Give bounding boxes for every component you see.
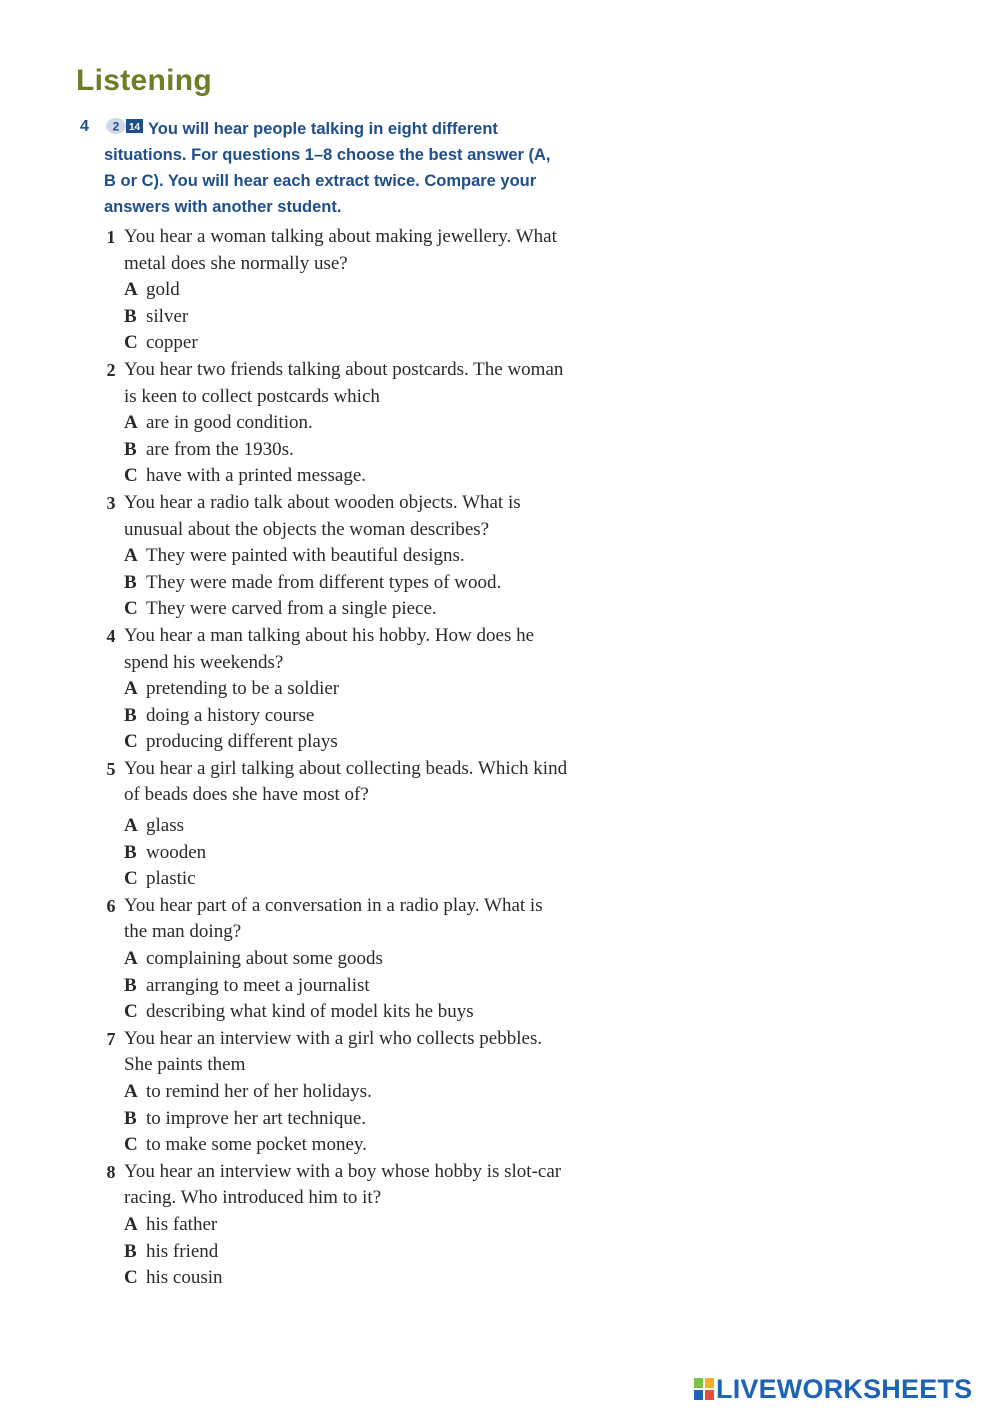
brand-text: LIVEWORKSHEETS bbox=[716, 1373, 973, 1404]
option-b: B are from the 1930s. bbox=[124, 438, 294, 460]
question-number: 4 bbox=[106, 625, 116, 646]
question-5 bbox=[100, 756, 570, 893]
question-number: 3 bbox=[106, 492, 116, 513]
option-c: C to make some pocket money. bbox=[124, 1134, 367, 1156]
option-list bbox=[124, 543, 570, 623]
question-number: 5 bbox=[106, 758, 116, 779]
question-6 bbox=[100, 893, 570, 1026]
svg-text:14: 14 bbox=[128, 122, 141, 133]
task-instructions: You will hear people talking in eight different situations. For questions 1–8 choose the best answer (A, B or C). You will hear each extract twice. Compare your answers with another student. bbox=[104, 120, 551, 216]
option-b: B to improve her art technique. bbox=[124, 1107, 367, 1129]
option-list bbox=[124, 676, 570, 756]
option-b: B arranging to meet a journalist bbox=[124, 974, 370, 996]
question-4 bbox=[100, 623, 570, 756]
option-a: A gold bbox=[124, 279, 180, 301]
option-a: A They were painted with beautiful designs. bbox=[124, 545, 465, 567]
option-list bbox=[124, 813, 570, 893]
question-text: You hear a radio talk about wooden objects. What is unusual about the objects the woman describes? bbox=[124, 491, 521, 540]
question-8 bbox=[100, 1159, 570, 1292]
question-text: You hear a man talking about his hobby. How does he spend his weekends? bbox=[124, 624, 535, 673]
task-number: 4 bbox=[80, 118, 89, 135]
option-list bbox=[124, 1212, 570, 1292]
liveworksheets-logo[interactable] bbox=[694, 1372, 972, 1406]
option-a: A are in good condition. bbox=[124, 412, 313, 434]
svg-text:2: 2 bbox=[112, 119, 120, 134]
option-a: A glass bbox=[124, 815, 184, 837]
option-c: C plastic bbox=[124, 868, 196, 890]
option-a: A pretending to be a soldier bbox=[124, 678, 340, 700]
option-c: C They were carved from a single piece. bbox=[124, 598, 437, 620]
option-list bbox=[124, 410, 570, 490]
option-b: B doing a history course bbox=[124, 704, 315, 726]
option-a: A complaining about some goods bbox=[124, 948, 383, 970]
option-b: B They were made from different types of wood. bbox=[124, 571, 502, 593]
option-c: C copper bbox=[124, 332, 198, 354]
question-text: You hear a girl talking about collecting beads. Which kind of beads does she have most of? bbox=[124, 757, 568, 806]
question-text: You hear an interview with a girl who collects pebbles. She paints them bbox=[124, 1027, 543, 1076]
liveworksheets-logo-icon bbox=[694, 1378, 714, 1400]
option-c: C his cousin bbox=[124, 1267, 223, 1289]
question-list bbox=[100, 224, 570, 1292]
option-a: A to remind her of her holidays. bbox=[124, 1081, 372, 1102]
option-b: B his friend bbox=[124, 1240, 219, 1262]
question-number: 1 bbox=[106, 227, 116, 247]
question-text: You hear part of a conversation in a radio play. What is the man doing? bbox=[124, 894, 543, 943]
question-7 bbox=[100, 1026, 570, 1159]
question-text: You hear two friends talking about postcards. The woman is keen to collect postcards which bbox=[124, 358, 564, 407]
question-number: 7 bbox=[106, 1028, 116, 1049]
option-c: C producing different plays bbox=[124, 731, 338, 753]
option-a: A his father bbox=[124, 1213, 218, 1235]
question-number: 2 bbox=[106, 359, 116, 380]
option-b: B silver bbox=[124, 305, 189, 327]
question-2 bbox=[100, 357, 570, 490]
question-text: You hear an interview with a boy whose hobby is slot-car racing. Who introduced him to it? bbox=[124, 1160, 562, 1209]
option-c: C describing what kind of model kits he buys bbox=[124, 1001, 474, 1023]
option-list bbox=[124, 1079, 570, 1159]
question-number: 8 bbox=[106, 1161, 116, 1182]
question-text: You hear a woman talking about making jewellery. What metal does she normally use? bbox=[124, 226, 557, 274]
section-title: Listening bbox=[76, 64, 213, 97]
option-list bbox=[124, 946, 570, 1026]
option-c: C have with a printed message. bbox=[124, 465, 367, 487]
question-1 bbox=[100, 224, 570, 357]
option-b: B wooden bbox=[124, 841, 207, 863]
question-3 bbox=[100, 490, 570, 623]
option-list bbox=[124, 277, 570, 357]
question-number: 6 bbox=[106, 895, 116, 916]
